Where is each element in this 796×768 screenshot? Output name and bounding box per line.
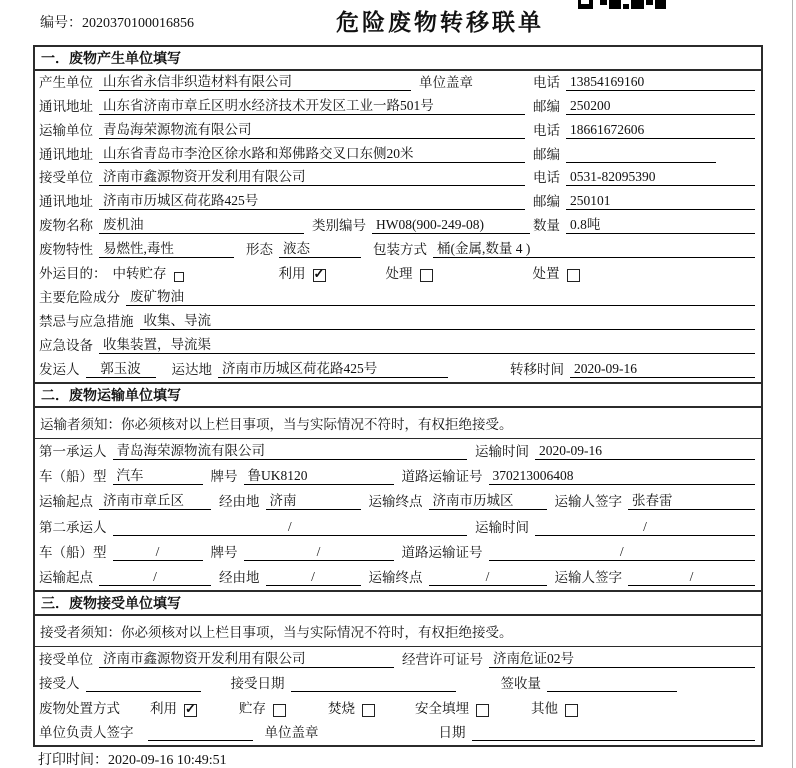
accept-person-value bbox=[86, 691, 201, 692]
zip-column bbox=[533, 193, 755, 210]
phone-label: 电话 bbox=[533, 170, 560, 186]
field-label: 通讯地址 bbox=[39, 146, 93, 162]
field-label: 外运目的： bbox=[39, 266, 107, 282]
permit-label: 经营许可证号 bbox=[402, 651, 483, 667]
sign-label: 运输人签字 bbox=[554, 494, 622, 510]
license-label: 道路运输证号 bbox=[401, 469, 483, 485]
field-value: 废机油 bbox=[99, 217, 304, 234]
zip-value: 250101 bbox=[566, 193, 755, 210]
origin-value: / bbox=[99, 569, 211, 586]
section2-header: 二．废物运输单位填写 bbox=[35, 382, 761, 408]
stamp-label: 单位盖章 bbox=[264, 725, 319, 741]
form-value: 液态 bbox=[279, 241, 361, 258]
phone-label: 电话 bbox=[533, 74, 560, 90]
row-carrier2 bbox=[35, 514, 761, 539]
option-utilize bbox=[279, 266, 326, 282]
date-label: 日期 bbox=[438, 725, 466, 741]
row-responsible-sign bbox=[35, 721, 761, 746]
accept-date-label: 接受日期 bbox=[230, 676, 285, 692]
checkbox-utilize bbox=[184, 704, 197, 717]
row-vehicle2 bbox=[35, 540, 761, 565]
sign-value: / bbox=[628, 569, 755, 586]
field-label: 废物特性 bbox=[39, 242, 93, 258]
phone-value: 18661672606 bbox=[566, 122, 755, 139]
phone-value: 13854169160 bbox=[566, 74, 755, 91]
dest-value: 济南市历城区荷花路425号 bbox=[218, 361, 448, 378]
form-label: 形态 bbox=[246, 242, 273, 258]
zip-column bbox=[533, 147, 755, 163]
checkbox-storage bbox=[273, 704, 286, 717]
row-main-component bbox=[35, 286, 761, 310]
plate-label: 牌号 bbox=[210, 469, 238, 485]
plate-value: / bbox=[244, 544, 394, 561]
row-dispatch bbox=[35, 358, 761, 382]
field-label: 接受单位 bbox=[39, 170, 93, 186]
row-disposal-method bbox=[35, 696, 761, 721]
row-route2 bbox=[35, 565, 761, 590]
phone-label: 电话 bbox=[533, 122, 560, 138]
transfer-time-column bbox=[510, 361, 755, 378]
zip-label: 邮编 bbox=[533, 98, 560, 114]
dest-label: 运达地 bbox=[171, 361, 212, 377]
via-label: 经由地 bbox=[219, 570, 260, 586]
field-label: 接受单位 bbox=[39, 651, 93, 667]
license-value: 370213006408 bbox=[489, 468, 756, 485]
plate-value: 鲁UK8120 bbox=[244, 468, 394, 485]
phone-column bbox=[533, 74, 755, 91]
field-label: 应急设备 bbox=[39, 337, 93, 353]
print-time bbox=[38, 749, 227, 768]
option-label: 焚烧 bbox=[328, 700, 355, 716]
option-storage bbox=[239, 701, 286, 717]
phone-column bbox=[533, 169, 755, 186]
option-label: 安全填埋 bbox=[415, 700, 469, 716]
print-time-value: 2020-09-16 10:49:51 bbox=[108, 753, 227, 768]
end-value: / bbox=[429, 569, 547, 586]
sign-label: 运输人签字 bbox=[554, 570, 622, 586]
zip-column bbox=[533, 98, 755, 115]
code-label: 类别编号 bbox=[312, 218, 366, 234]
option-label: 处理 bbox=[385, 266, 413, 282]
field-value: 收集、导流 bbox=[140, 313, 756, 330]
checkbox-landfill bbox=[476, 704, 489, 717]
field-label: 通讯地址 bbox=[39, 98, 93, 114]
field-label: 发运人 bbox=[39, 361, 80, 377]
time-value: 2020-09-16 bbox=[535, 443, 755, 460]
time-label: 运输时间 bbox=[475, 519, 529, 535]
option-label: 利用 bbox=[150, 700, 177, 716]
field-label: 单位负责人签字 bbox=[39, 725, 134, 741]
field-value: 济南市历城区荷花路425号 bbox=[99, 193, 525, 210]
zip-value bbox=[566, 162, 716, 163]
row-accept-person bbox=[35, 672, 761, 697]
option-dispose bbox=[533, 266, 580, 282]
field-label: 第一承运人 bbox=[39, 443, 107, 459]
option-label: 其他 bbox=[531, 700, 558, 716]
field-value: 济南市鑫源物资开发利用有限公司 bbox=[99, 651, 394, 668]
via-label: 经由地 bbox=[219, 494, 260, 510]
receipt-qty-label: 签收量 bbox=[500, 676, 541, 692]
field-value: 山东省济南市章丘区明水经济技术开发区工业一路501号 bbox=[99, 98, 525, 115]
section3-header: 三．废物接受单位填写 bbox=[35, 590, 761, 616]
print-time-label: 打印时间： bbox=[38, 753, 108, 768]
section1-header: 一．废物产生单位填写 bbox=[35, 47, 761, 71]
checkbox-incinerate bbox=[362, 704, 375, 717]
time-label: 运输时间 bbox=[475, 443, 529, 459]
field-label: 废物名称 bbox=[39, 218, 93, 234]
time-value: 2020-09-16 bbox=[570, 361, 755, 378]
option-treat bbox=[386, 266, 433, 282]
stamp-label: 单位盖章 bbox=[419, 74, 473, 90]
row-route1 bbox=[35, 489, 761, 514]
field-label: 接受人 bbox=[39, 676, 80, 692]
sign-value: 张春雷 bbox=[628, 493, 755, 510]
row-transfer-purpose bbox=[35, 262, 761, 286]
field-label: 禁忌与应急措施 bbox=[39, 313, 134, 329]
row-transport-unit bbox=[35, 119, 761, 143]
vehicle-type: / bbox=[113, 544, 203, 561]
manifest-table bbox=[33, 45, 763, 747]
field-value: 山东省永信非织造材料有限公司 bbox=[99, 74, 411, 91]
time-column bbox=[475, 443, 755, 460]
receipt-qty-value bbox=[547, 691, 677, 692]
option-label: 利用 bbox=[278, 266, 306, 282]
row-carrier1 bbox=[35, 439, 761, 464]
option-utilize bbox=[150, 701, 197, 717]
field-label: 运输起点 bbox=[39, 494, 93, 510]
row-receive-unit bbox=[35, 167, 761, 191]
sign-value bbox=[148, 740, 253, 741]
option-other bbox=[531, 701, 578, 717]
field-value: 废矿物油 bbox=[126, 289, 755, 306]
field-value: 青岛海荣源物流有限公司 bbox=[99, 122, 525, 139]
time-label: 转移时间 bbox=[510, 361, 564, 377]
option-landfill bbox=[415, 701, 489, 717]
pack-label: 包装方式 bbox=[373, 242, 427, 258]
license-value: / bbox=[489, 544, 756, 561]
code-value: HW08(900-249-08) bbox=[372, 217, 530, 234]
field-value: 山东省青岛市李沧区徐水路和郑佛路交叉口东侧20米 bbox=[99, 146, 525, 163]
row-transport-address bbox=[35, 143, 761, 167]
license-label: 道路运输证号 bbox=[401, 545, 483, 561]
origin-value: 济南市章丘区 bbox=[99, 493, 211, 510]
checkbox-other bbox=[565, 704, 578, 717]
time-column bbox=[475, 519, 755, 536]
section3-notice: 接受者须知：你必须核对以上栏目事项，当与实际情况不符时，有权拒绝接受。 bbox=[35, 616, 761, 647]
checkbox-utilize bbox=[313, 269, 326, 282]
field-label: 通讯地址 bbox=[39, 194, 93, 210]
date-value bbox=[472, 740, 756, 741]
field-label: 废物处置方式 bbox=[39, 700, 120, 716]
row-producer-address bbox=[35, 95, 761, 119]
row-receive-address bbox=[35, 190, 761, 214]
row-emergency-measures bbox=[35, 310, 761, 334]
section2-notice: 运输者须知：你必须核对以上栏目事项，当与实际情况不符时，有权拒绝接受。 bbox=[35, 408, 761, 439]
checkbox-treat bbox=[420, 269, 433, 282]
zip-label: 邮编 bbox=[533, 194, 560, 210]
pack-value: 桶(金属,数量 4 ) bbox=[433, 241, 755, 258]
permit-value: 济南危证02号 bbox=[489, 651, 755, 668]
dispatcher-value: 郭玉波 bbox=[86, 361, 156, 378]
page-title: 危险废物转移联单 bbox=[336, 9, 544, 35]
zip-value: 250200 bbox=[566, 98, 755, 115]
option-label: 处置 bbox=[532, 266, 560, 282]
row-waste-traits bbox=[35, 238, 761, 262]
vehicle-type: 汽车 bbox=[113, 468, 203, 485]
field-label: 车（船）型 bbox=[39, 545, 107, 561]
serial-label: 编号： bbox=[40, 16, 82, 31]
zip-label: 邮编 bbox=[533, 146, 560, 162]
qty-column bbox=[533, 217, 755, 234]
field-value: / bbox=[113, 519, 468, 536]
row-producer bbox=[35, 71, 761, 95]
qr-code-fragment bbox=[578, 0, 668, 10]
qty-value: 0.8吨 bbox=[566, 217, 755, 234]
option-label: 中转贮存 bbox=[112, 266, 167, 282]
option-label: 贮存 bbox=[239, 700, 266, 716]
plate-label: 牌号 bbox=[210, 545, 238, 561]
option-incinerate bbox=[328, 701, 375, 717]
end-label: 运输终点 bbox=[368, 494, 423, 510]
qty-label: 数量 bbox=[533, 218, 560, 234]
end-label: 运输终点 bbox=[368, 570, 423, 586]
row-vehicle1 bbox=[35, 464, 761, 489]
option-transit-storage bbox=[113, 266, 184, 282]
field-value: 易燃性,毒性 bbox=[99, 241, 234, 258]
field-label: 第二承运人 bbox=[39, 519, 107, 535]
row-waste-name bbox=[35, 214, 761, 238]
field-value: 济南市鑫源物资开发利用有限公司 bbox=[99, 169, 525, 186]
field-label: 车（船）型 bbox=[39, 469, 107, 485]
field-label: 运输单位 bbox=[39, 122, 93, 138]
row-accept-unit bbox=[35, 647, 761, 672]
phone-column bbox=[533, 122, 755, 139]
field-value: 收集装置，导流渠 bbox=[99, 337, 755, 354]
page-edge-line bbox=[792, 0, 793, 768]
serial-number bbox=[40, 12, 194, 32]
field-label: 运输起点 bbox=[39, 570, 93, 586]
field-value: 青岛海荣源物流有限公司 bbox=[113, 443, 468, 460]
field-label: 产生单位 bbox=[39, 74, 93, 90]
field-label: 主要危险成分 bbox=[39, 289, 120, 305]
checkbox-dispose bbox=[567, 269, 580, 282]
via-value: 济南 bbox=[266, 493, 361, 510]
row-emergency-equipment bbox=[35, 334, 761, 358]
phone-value: 0531-82095390 bbox=[566, 169, 755, 186]
accept-date-value bbox=[291, 691, 456, 692]
serial-value: 2020370100016856 bbox=[82, 16, 194, 31]
time-value: / bbox=[535, 519, 755, 536]
checkbox-transit-storage bbox=[174, 272, 184, 282]
via-value: / bbox=[266, 569, 361, 586]
end-value: 济南市历城区 bbox=[429, 493, 547, 510]
